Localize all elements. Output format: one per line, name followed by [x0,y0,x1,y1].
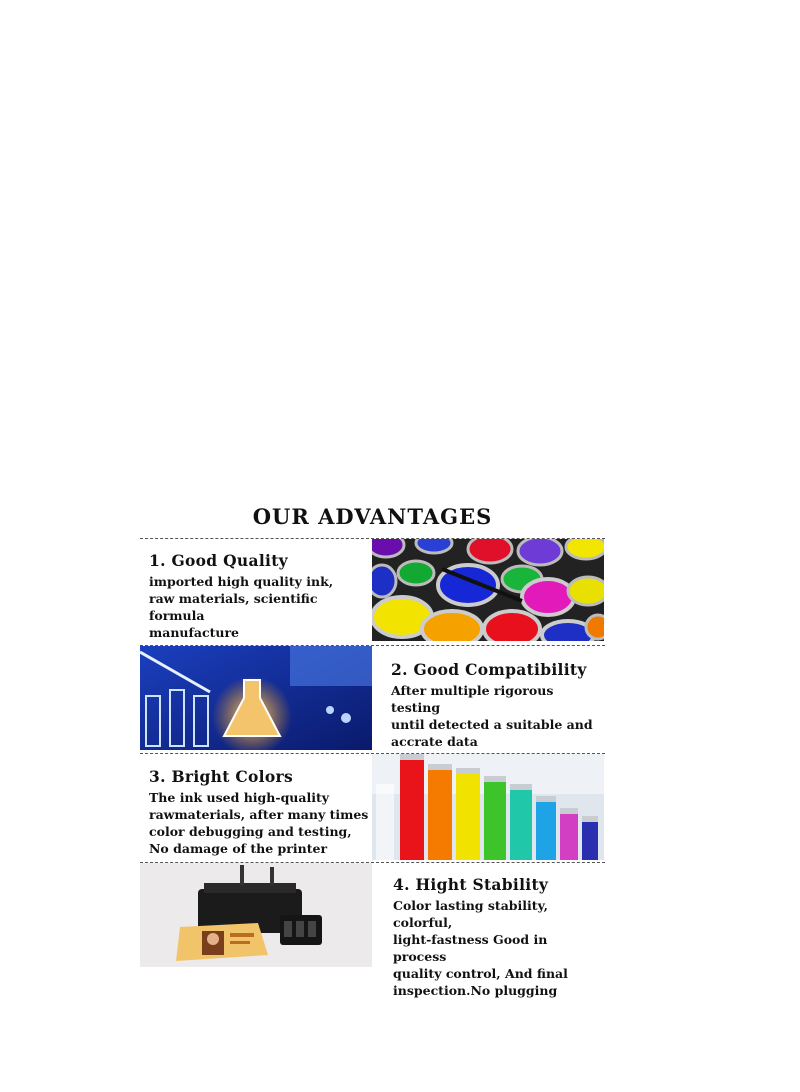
advantage-good-compatibility [391,660,603,750]
advantage-text-line: No damage of the printer [149,841,328,856]
advantage-text-line: rawmaterials, after many times [149,807,369,822]
page-title: OUR ADVANTAGES [252,504,493,529]
paint-cans-image [372,539,604,641]
advantage-heading: 2. Good Compatibility [391,660,587,679]
advantage-text-line: After multiple rigorous testing [391,683,554,715]
advantage-text-line: The ink used high-quality [149,790,330,805]
advantage-text-line: accrate data [391,734,478,749]
advantage-hight-stability [393,875,603,999]
lab-flask-image [140,646,372,750]
advantage-good-quality [149,551,371,641]
advantage-text-line: raw materials, scientific formula [149,591,318,623]
advantage-text-line: until detected a suitable and [391,717,593,732]
advantage-text-line: quality control, And final [393,966,568,981]
advantage-text-line: imported high quality ink, [149,574,334,589]
advantage-bright-colors [149,767,371,857]
advantage-heading: 1. Good Quality [149,551,288,570]
advantage-text-line: manufacture [149,625,239,640]
advantage-text-line: Color lasting stability, colorful, [393,898,548,930]
printer-image [140,863,372,967]
advantage-heading: 3. Bright Colors [149,767,293,786]
advantage-text-line: inspection.No plugging [393,983,558,998]
advantage-heading: 4. Hight Stability [393,875,549,894]
advantage-text-line: light-fastness Good in process [393,932,548,964]
test-tubes-image [372,754,604,860]
advantage-text-line: color debugging and testing, [149,824,352,839]
